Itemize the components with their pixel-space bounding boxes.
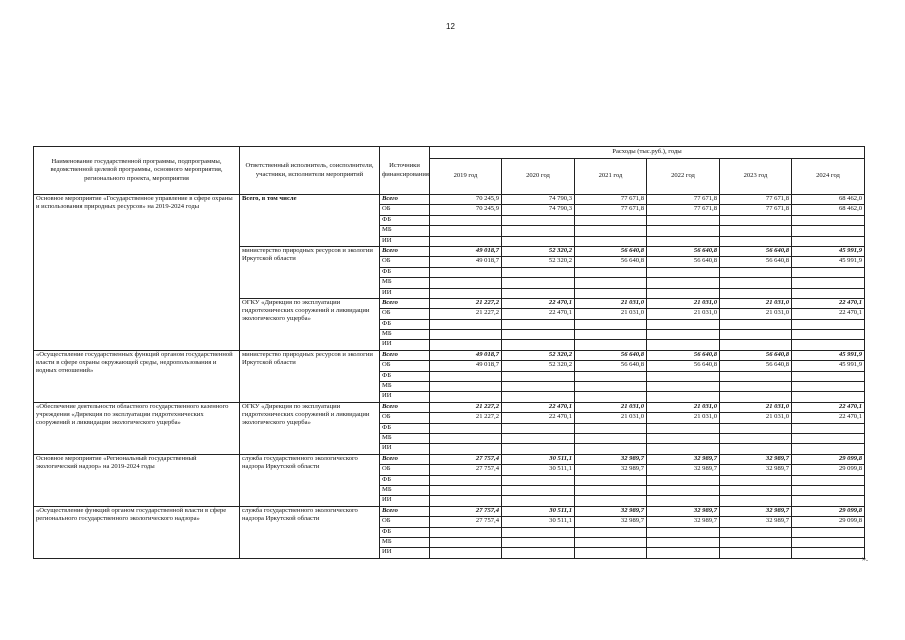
value-cell (430, 527, 502, 537)
value-cell: 30 511,1 (502, 517, 575, 527)
value-cell (647, 475, 720, 485)
value-cell: 29 099,8 (792, 454, 865, 464)
value-cell (502, 475, 575, 485)
value-cell: 22 470,1 (502, 402, 575, 412)
value-cell (502, 267, 575, 277)
value-cell (720, 236, 792, 246)
header-year: 2019 год (430, 159, 502, 195)
value-cell (647, 236, 720, 246)
source-label: МБ (380, 278, 430, 288)
value-cell (720, 548, 792, 558)
value-cell (647, 226, 720, 236)
source-label: ФБ (380, 371, 430, 381)
value-cell: 49 018,7 (430, 361, 502, 371)
value-cell (720, 267, 792, 277)
value-cell: 22 470,1 (502, 298, 575, 308)
value-cell (502, 444, 575, 454)
value-cell (430, 267, 502, 277)
source-label: Всего (380, 195, 430, 205)
source-label: ОБ (380, 465, 430, 475)
value-cell: 49 018,7 (430, 257, 502, 267)
value-cell: 21 031,0 (575, 298, 647, 308)
source-label: ОБ (380, 205, 430, 215)
header-executor: Ответственный исполнитель, соисполнители, участники, исполнители мероприятий (240, 147, 380, 195)
source-label: ФБ (380, 215, 430, 225)
value-cell (430, 548, 502, 558)
header-year: 2023 год (720, 159, 792, 195)
value-cell (647, 288, 720, 298)
source-label: ИИ (380, 288, 430, 298)
value-cell: 22 470,1 (502, 413, 575, 423)
value-cell (647, 267, 720, 277)
value-cell (792, 226, 865, 236)
value-cell (430, 371, 502, 381)
table-row (34, 506, 865, 516)
value-cell (430, 288, 502, 298)
source-label: МБ (380, 226, 430, 236)
value-cell (575, 288, 647, 298)
table-row (34, 402, 865, 412)
value-cell: 21 031,0 (720, 402, 792, 412)
value-cell (792, 485, 865, 495)
value-cell (575, 267, 647, 277)
header-year: 2022 год (647, 159, 720, 195)
value-cell (792, 382, 865, 392)
program-name: Основное мероприятие «Региональный государственный экологический надзор» на 2019-2024 годы (34, 454, 240, 506)
value-cell: 52 320,2 (502, 361, 575, 371)
value-cell (575, 392, 647, 402)
value-cell (502, 340, 575, 350)
value-cell (720, 215, 792, 225)
value-cell: 27 757,4 (430, 454, 502, 464)
value-cell (430, 496, 502, 506)
source-label: ОБ (380, 361, 430, 371)
header-year: 2021 год (575, 159, 647, 195)
value-cell (792, 537, 865, 547)
value-cell: 21 031,0 (647, 309, 720, 319)
value-cell (792, 288, 865, 298)
value-cell (720, 527, 792, 537)
value-cell: 32 989,7 (720, 517, 792, 527)
value-cell (720, 537, 792, 547)
value-cell (720, 226, 792, 236)
value-cell (575, 226, 647, 236)
value-cell: 56 640,8 (720, 257, 792, 267)
value-cell (502, 226, 575, 236)
value-cell: 49 018,7 (430, 350, 502, 360)
value-cell (502, 319, 575, 329)
value-cell: 52 320,2 (502, 350, 575, 360)
program-name: «Обеспечение деятельности областного государственного казенного учреждения «Дирекция по эксплуатации гидротехнических сооружений и ликвидации экологического ущерба» (34, 402, 240, 454)
value-cell (792, 548, 865, 558)
value-cell (575, 527, 647, 537)
value-cell: 21 227,2 (430, 309, 502, 319)
source-label: Всего (380, 506, 430, 516)
value-cell (502, 496, 575, 506)
value-cell (502, 236, 575, 246)
value-cell: 77 671,8 (720, 205, 792, 215)
page-number: 12 (446, 22, 455, 31)
value-cell (792, 236, 865, 246)
value-cell (647, 433, 720, 443)
value-cell: 22 470,1 (792, 298, 865, 308)
value-cell: 29 099,8 (792, 506, 865, 516)
value-cell: 30 511,1 (502, 454, 575, 464)
value-cell (430, 444, 502, 454)
value-cell (647, 340, 720, 350)
header-expenses: Расходы (тыс.руб.), годы (430, 147, 865, 159)
value-cell (502, 330, 575, 340)
value-cell: 21 031,0 (647, 413, 720, 423)
value-cell (720, 475, 792, 485)
value-cell (720, 423, 792, 433)
value-cell: 22 470,1 (792, 309, 865, 319)
value-cell (502, 215, 575, 225)
source-label: Всего (380, 350, 430, 360)
value-cell (647, 392, 720, 402)
value-cell (792, 215, 865, 225)
value-cell (720, 278, 792, 288)
value-cell: 56 640,8 (647, 350, 720, 360)
value-cell (502, 392, 575, 402)
value-cell: 27 757,4 (430, 465, 502, 475)
source-label: Всего (380, 246, 430, 256)
value-cell: 21 031,0 (575, 309, 647, 319)
value-cell (502, 433, 575, 443)
value-cell: 21 227,2 (430, 413, 502, 423)
value-cell (575, 548, 647, 558)
value-cell (430, 330, 502, 340)
value-cell (792, 340, 865, 350)
value-cell (430, 236, 502, 246)
value-cell: 21 031,0 (720, 309, 792, 319)
value-cell: 32 989,7 (720, 506, 792, 516)
value-cell (792, 496, 865, 506)
source-label: ИИ (380, 496, 430, 506)
value-cell (792, 278, 865, 288)
source-label: МБ (380, 537, 430, 547)
value-cell: 74 790,3 (502, 205, 575, 215)
value-cell: 45 991,9 (792, 257, 865, 267)
header-year: 2020 год (502, 159, 575, 195)
value-cell: 22 470,1 (792, 402, 865, 412)
table-row (34, 350, 865, 360)
value-cell: 32 989,7 (575, 506, 647, 516)
value-cell (430, 392, 502, 402)
value-cell (792, 433, 865, 443)
value-cell: 30 511,1 (502, 465, 575, 475)
value-cell: 56 640,8 (575, 257, 647, 267)
value-cell (647, 537, 720, 547)
program-name: «Осуществление функций органом государственной власти в сфере регионального государственного экологического надзора» (34, 506, 240, 558)
source-label: ФБ (380, 423, 430, 433)
value-cell: 70 245,9 (430, 205, 502, 215)
value-cell: 52 320,2 (502, 246, 575, 256)
value-cell (502, 537, 575, 547)
value-cell: 56 640,8 (575, 350, 647, 360)
value-cell: 56 640,8 (720, 350, 792, 360)
value-cell: 56 640,8 (575, 246, 647, 256)
source-label: Всего (380, 298, 430, 308)
value-cell (575, 485, 647, 495)
value-cell: 32 989,7 (647, 454, 720, 464)
value-cell (720, 382, 792, 392)
value-cell (575, 340, 647, 350)
source-label: ОБ (380, 413, 430, 423)
source-label: ОБ (380, 517, 430, 527)
value-cell (575, 278, 647, 288)
executor-name: служба государственного экологического надзора Иркутской области (240, 454, 380, 506)
value-cell: 32 989,7 (720, 465, 792, 475)
value-cell: 21 031,0 (647, 402, 720, 412)
value-cell: 21 227,2 (430, 298, 502, 308)
source-label: ФБ (380, 475, 430, 485)
value-cell (647, 496, 720, 506)
source-label: ФБ (380, 267, 430, 277)
executor-name: министерство природных ресурсов и экологии Иркутской области (240, 350, 380, 402)
source-label: ИИ (380, 236, 430, 246)
value-cell (647, 527, 720, 537)
value-cell: 45 991,9 (792, 350, 865, 360)
value-cell: 77 671,8 (720, 195, 792, 205)
value-cell (647, 330, 720, 340)
value-cell: 77 671,8 (575, 205, 647, 215)
value-cell (575, 496, 647, 506)
value-cell: 21 031,0 (720, 298, 792, 308)
source-label: МБ (380, 330, 430, 340)
value-cell (575, 537, 647, 547)
value-cell (792, 444, 865, 454)
value-cell (430, 226, 502, 236)
value-cell: 70 245,9 (430, 195, 502, 205)
value-cell (430, 537, 502, 547)
value-cell (575, 444, 647, 454)
financing-table (33, 146, 865, 559)
value-cell (647, 319, 720, 329)
value-cell (792, 330, 865, 340)
header-source: Источники финансирования (380, 147, 430, 195)
value-cell: 21 227,2 (430, 402, 502, 412)
value-cell: 32 989,7 (575, 517, 647, 527)
value-cell (647, 215, 720, 225)
value-cell (792, 423, 865, 433)
value-cell: 29 099,8 (792, 465, 865, 475)
value-cell (792, 475, 865, 485)
table-body (34, 195, 865, 559)
header-program: Наименование государственной программы, подпрограммы, ведомственной целевой программы, основного мероприятия, регионального проекта, мероприятия (34, 147, 240, 195)
value-cell: 30 511,1 (502, 506, 575, 516)
value-cell (575, 433, 647, 443)
value-cell: 45 991,9 (792, 361, 865, 371)
value-cell: 45 991,9 (792, 246, 865, 256)
value-cell (647, 278, 720, 288)
value-cell (647, 485, 720, 495)
value-cell (575, 475, 647, 485)
value-cell: 49 018,7 (430, 246, 502, 256)
value-cell (647, 444, 720, 454)
value-cell: 22 470,1 (502, 309, 575, 319)
value-cell (575, 382, 647, 392)
value-cell (502, 423, 575, 433)
table-row (34, 195, 865, 205)
table-header (34, 147, 865, 195)
source-label: МБ (380, 382, 430, 392)
value-cell (502, 371, 575, 381)
closing-quote: ». (862, 554, 868, 563)
source-label: МБ (380, 433, 430, 443)
value-cell (430, 423, 502, 433)
value-cell: 21 031,0 (720, 413, 792, 423)
value-cell (647, 423, 720, 433)
value-cell (792, 319, 865, 329)
value-cell: 77 671,8 (647, 195, 720, 205)
executor-name: Всего, в том числе (240, 195, 380, 247)
value-cell (720, 319, 792, 329)
value-cell (792, 267, 865, 277)
value-cell (792, 371, 865, 381)
executor-name: ОГКУ «Дирекция по эксплуатации гидротехнических сооружений и ликвидации экологического ущерба» (240, 298, 380, 350)
value-cell (647, 548, 720, 558)
source-label: ИИ (380, 444, 430, 454)
executor-name: ОГКУ «Дирекция по эксплуатации гидротехнических сооружений и ликвидации экологического ущерба» (240, 402, 380, 454)
source-label: ФБ (380, 319, 430, 329)
value-cell: 32 989,7 (647, 506, 720, 516)
value-cell: 27 757,4 (430, 517, 502, 527)
value-cell (430, 319, 502, 329)
value-cell (792, 527, 865, 537)
value-cell: 21 031,0 (647, 298, 720, 308)
value-cell: 21 031,0 (575, 413, 647, 423)
value-cell: 32 989,7 (647, 517, 720, 527)
value-cell (430, 382, 502, 392)
value-cell (430, 340, 502, 350)
value-cell (720, 288, 792, 298)
value-cell (502, 382, 575, 392)
value-cell (792, 392, 865, 402)
value-cell: 56 640,8 (647, 246, 720, 256)
header-year: 2024 год (792, 159, 865, 195)
value-cell (430, 475, 502, 485)
value-cell: 32 989,7 (575, 465, 647, 475)
value-cell (575, 371, 647, 381)
value-cell (575, 215, 647, 225)
value-cell (502, 485, 575, 495)
value-cell (720, 330, 792, 340)
value-cell (430, 433, 502, 443)
value-cell (575, 236, 647, 246)
value-cell: 77 671,8 (647, 205, 720, 215)
source-label: Всего (380, 402, 430, 412)
value-cell: 22 470,1 (792, 413, 865, 423)
value-cell (720, 496, 792, 506)
value-cell: 52 320,2 (502, 257, 575, 267)
value-cell: 56 640,8 (647, 257, 720, 267)
source-label: Всего (380, 454, 430, 464)
value-cell (720, 371, 792, 381)
value-cell (647, 371, 720, 381)
value-cell (720, 485, 792, 495)
source-label: МБ (380, 485, 430, 495)
value-cell: 68 462,0 (792, 195, 865, 205)
value-cell: 68 462,0 (792, 205, 865, 215)
value-cell (430, 278, 502, 288)
value-cell: 29 099,8 (792, 517, 865, 527)
value-cell (647, 382, 720, 392)
executor-name: министерство природных ресурсов и экологии Иркутской области (240, 246, 380, 298)
value-cell: 21 031,0 (575, 402, 647, 412)
value-cell: 56 640,8 (575, 361, 647, 371)
value-cell (575, 423, 647, 433)
value-cell (502, 278, 575, 288)
value-cell (502, 527, 575, 537)
value-cell: 32 989,7 (720, 454, 792, 464)
source-label: ОБ (380, 309, 430, 319)
value-cell: 74 790,3 (502, 195, 575, 205)
source-label: ОБ (380, 257, 430, 267)
program-name: Основное мероприятие «Государственное управление в сфере охраны и использования природных ресурсов» на 2019-2024 годы (34, 195, 240, 351)
value-cell: 32 989,7 (647, 465, 720, 475)
value-cell (720, 340, 792, 350)
source-label: ИИ (380, 548, 430, 558)
value-cell (720, 444, 792, 454)
value-cell: 56 640,8 (647, 361, 720, 371)
value-cell: 56 640,8 (720, 246, 792, 256)
value-cell (502, 288, 575, 298)
table-row (34, 454, 865, 464)
value-cell: 27 757,4 (430, 506, 502, 516)
value-cell (720, 392, 792, 402)
value-cell (430, 485, 502, 495)
value-cell (430, 215, 502, 225)
program-name: «Осуществление государственных функций органом государственной власти в сфере охраны окружающей среды, недропользования и водных отношений» (34, 350, 240, 402)
value-cell (720, 433, 792, 443)
value-cell: 77 671,8 (575, 195, 647, 205)
executor-name: служба государственного экологического надзора Иркутской области (240, 506, 380, 558)
source-label: ИИ (380, 392, 430, 402)
value-cell: 32 989,7 (575, 454, 647, 464)
source-label: ИИ (380, 340, 430, 350)
value-cell: 56 640,8 (720, 361, 792, 371)
value-cell (502, 548, 575, 558)
source-label: ФБ (380, 527, 430, 537)
value-cell (575, 319, 647, 329)
value-cell (575, 330, 647, 340)
